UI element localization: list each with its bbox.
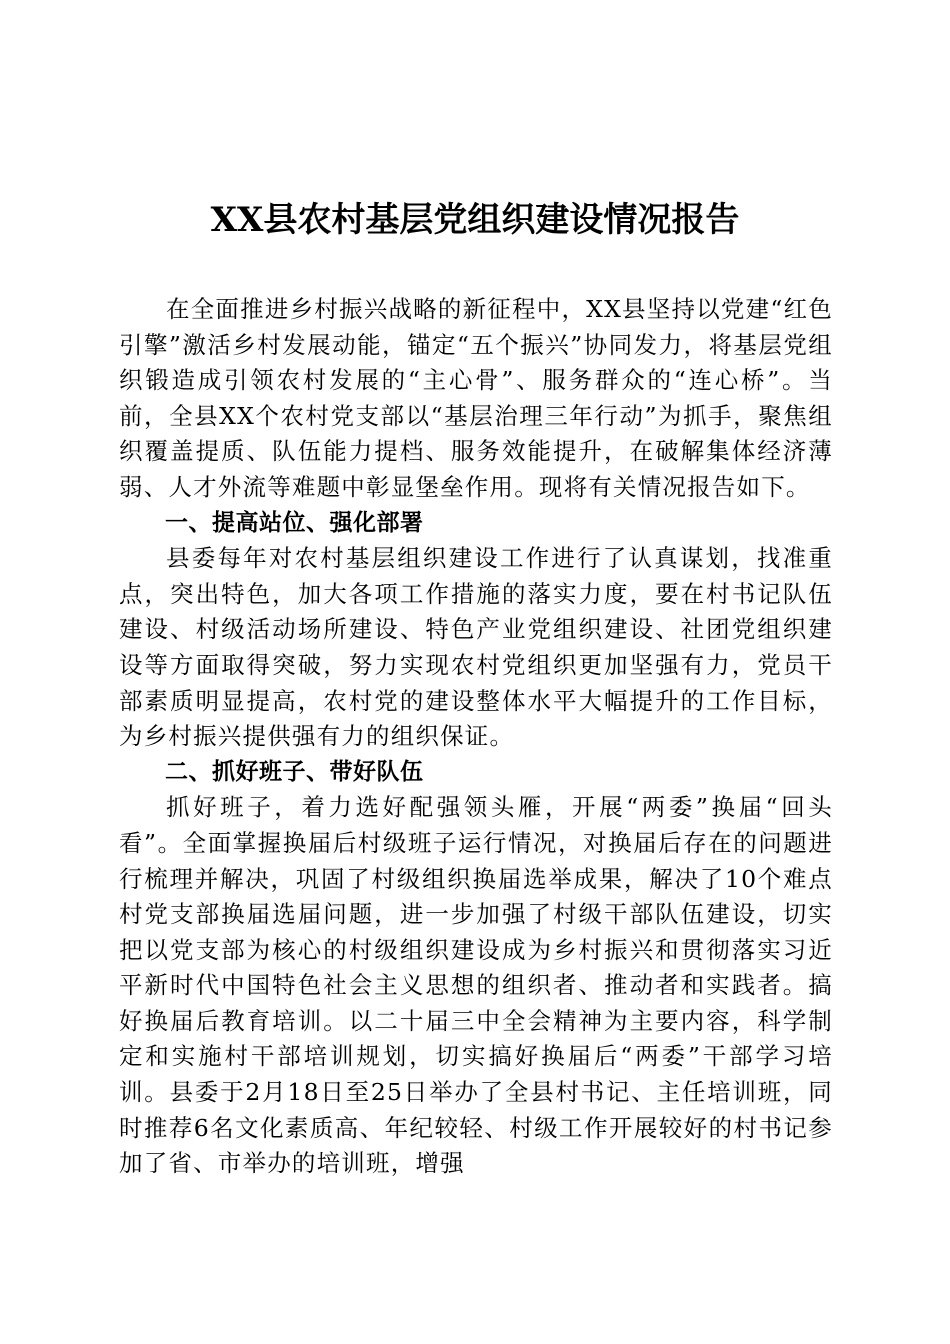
intro-paragraph: 在全面推进乡村振兴战略的新征程中，XX县坚持以党建“红色引擎”激活乡村发展动能，锚定“五个振兴”协同发力，将基层党组织锻造成引领农村发展的“主心骨”、服务群众的“连心桥”。当前，全县XX个农村党支部以“基层治理三年行动”为抓手，聚焦组织覆盖提质、队伍能力提档、服务效能提升，在破解集体经济薄弱、人才外流等难题中彰显堡垒作用。现将有关情况报告如下。: [119, 295, 833, 501]
section-paragraph-2: 抓好班子，着力选好配强领头雁，开展“两委”换届“回头看”。全面掌握换届后村级班子运行情况，对换届后存在的问题进行梳理并解决，巩固了村级组织换届选举成果，解决了10个难点村党支部换届选届问题，进一步加强了村级干部队伍建设，切实把以党支部为核心的村级组织建设成为乡村振兴和贯彻落实习近平新时代中国特色社会主义思想的组织者、推动者和实践者。搞好换届后教育培训。以二十届三中全会精神为主要内容，科学制定和实施村干部培训规划，切实搞好换届后“两委”干部学习培训。县委于2月18日至25日举办了全县村书记、主任培训班，同时推荐6名文化素质高、年纪较轻、村级工作开展较好的村书记参加了省、市举办的培训班，增强: [119, 793, 833, 1178]
section-heading-1: 一、提高站位、强化部署: [165, 509, 424, 536]
document-body: [119, 292, 833, 1182]
section-heading-2: 二、抓好班子、带好队伍: [165, 758, 424, 785]
document-title: XX县农村基层党组织建设情况报告: [210, 200, 740, 240]
section-paragraph-1: 县委每年对农村基层组织建设工作进行了认真谋划，找准重点，突出特色，加大各项工作措施的落实力度，要在村书记队伍建设、村级活动场所建设、特色产业党组织建设、社团党组织建设等方面取得突破，努力实现农村党组织更加坚强有力，党员干部素质明显提高，农村党的建设整体水平大幅提升的工作目标，为乡村振兴提供强有力的组织保证。: [119, 544, 833, 751]
